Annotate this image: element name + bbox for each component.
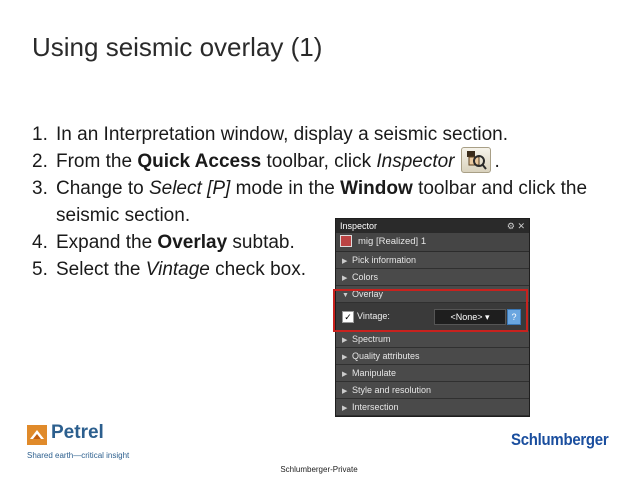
vintage-dropdown[interactable]: <None> ▾ [434,309,506,325]
expand-arrow-icon: ▶ [342,337,348,344]
slide-title: Using seismic overlay (1) [32,32,323,62]
vintage-checkbox[interactable]: ✓ [342,311,354,323]
step-4: 4. Expand the Overlay subtab. [32,232,295,253]
overlay-highlight-box [333,289,528,332]
footer-classification: Schlumberger-Private [280,465,358,474]
subtab-spectrum[interactable]: ▶ Spectrum [336,331,529,348]
subtab-overlay[interactable]: ▼ Overlay [336,286,529,303]
expand-arrow-icon: ▶ [342,275,348,282]
expand-arrow-icon: ▶ [342,354,348,361]
help-button[interactable]: ? [507,309,521,325]
petrel-mark-icon [27,425,47,445]
subtab-style-and-resolution[interactable]: ▶ Style and resolution [336,382,529,399]
step-1: 1. In an Interpretation window, display a seismic section. [32,124,509,145]
schlumberger-logo: Schlumberger [511,430,609,449]
subtab-pick-information[interactable]: ▶ Pick information [336,252,529,269]
expand-arrow-icon: ▶ [342,258,348,265]
panel-controls[interactable]: ⚙ ✕ [506,221,525,231]
expand-arrow-icon: ▶ [342,371,348,378]
expand-arrow-icon: ▶ [342,388,348,395]
vintage-label: Vintage: [357,311,390,321]
inspector-icon [461,147,491,173]
subtab-manipulate[interactable]: ▶ Manipulate [336,365,529,382]
subtab-quality-attributes[interactable]: ▶ Quality attributes [336,348,529,365]
inspector-object[interactable]: mig [Realized] 1 [336,233,529,252]
collapse-arrow-icon: ▼ [342,292,349,299]
step-2: 2. From the Quick Access toolbar, click Inspector . [32,148,612,175]
subtab-colors[interactable]: ▶ Colors [336,269,529,286]
step-3: 3. Change to Select [P] mode in the Window toolbar and click the seismic section. [32,178,588,226]
step-5: 5. Select the Vintage check box. [32,259,306,280]
expand-arrow-icon: ▶ [342,405,348,412]
seismic-object-icon [340,235,352,247]
subtab-intersection[interactable]: ▶ Intersection [336,399,529,416]
inspector-title-bar: Inspector ⚙ ✕ [336,219,529,233]
petrel-logo: Petrel Shared earth—critical insight [27,422,130,460]
